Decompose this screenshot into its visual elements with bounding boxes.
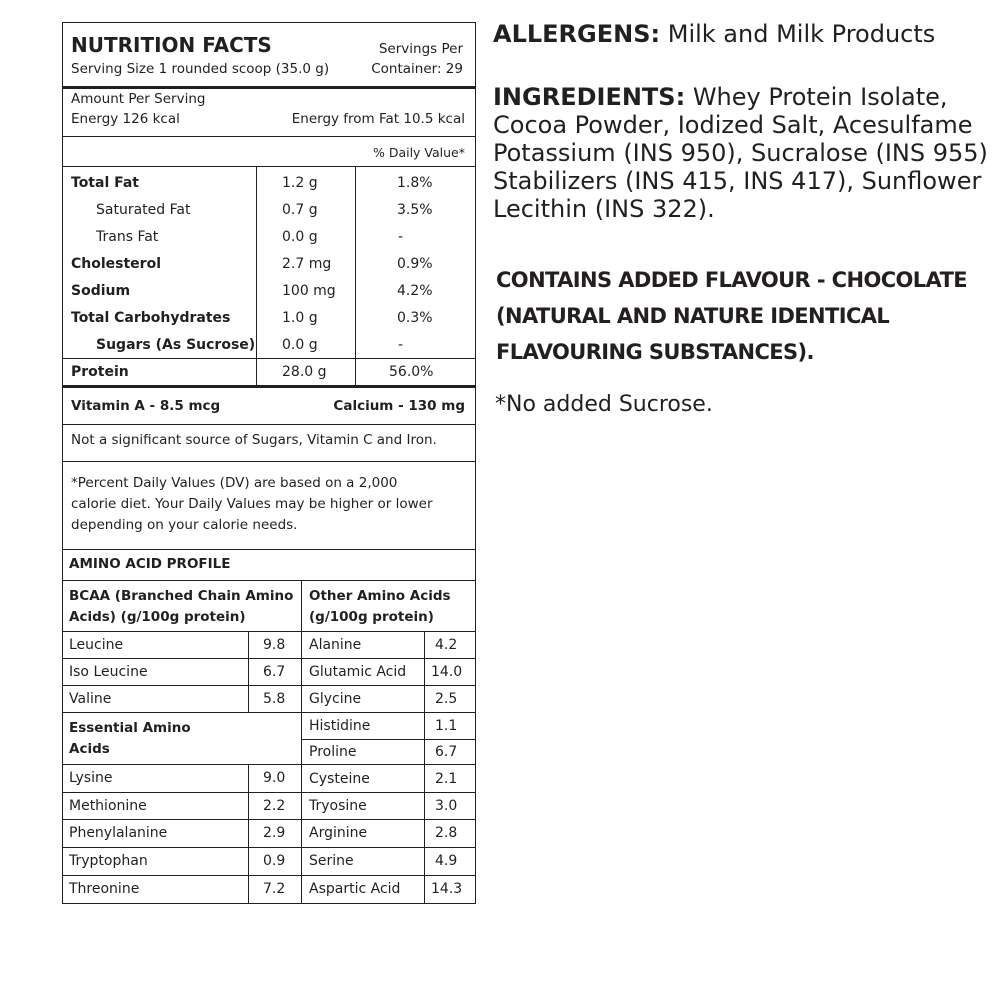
nutrient-amount: 0.0 g bbox=[282, 337, 318, 353]
amount-per-serving: Amount Per Serving bbox=[71, 91, 206, 107]
nutrient-amount: 1.2 g bbox=[282, 175, 318, 191]
divider bbox=[424, 631, 425, 903]
amino-value: 7.2 bbox=[263, 881, 286, 897]
energy-from-fat: Energy from Fat 10.5 kcal bbox=[291, 111, 465, 127]
divider bbox=[63, 424, 475, 425]
amino-name: Phenylalanine bbox=[69, 825, 168, 841]
bcaa-header: Acids) (g/100g protein) bbox=[69, 609, 246, 625]
nutrient-amount: 0.0 g bbox=[282, 229, 318, 245]
divider bbox=[256, 166, 257, 385]
ingredients-line: Whey Protein Isolate, bbox=[685, 83, 948, 111]
nutrient-dv: 1.8% bbox=[397, 175, 433, 191]
amino-value: 3.0 bbox=[435, 798, 458, 814]
energy: Energy 126 kcal bbox=[71, 111, 180, 127]
amino-name: Iso Leucine bbox=[69, 664, 148, 680]
divider bbox=[63, 875, 475, 876]
amino-name: Histidine bbox=[309, 718, 371, 734]
allergens-label: ALLERGENS: bbox=[493, 20, 661, 48]
not-significant-note: Not a significant source of Sugars, Vitamin C and Iron. bbox=[71, 432, 437, 448]
ingredients-statement bbox=[493, 83, 993, 223]
flavour-statement bbox=[496, 262, 996, 370]
amino-name: Valine bbox=[69, 691, 112, 707]
amino-value: 1.1 bbox=[435, 718, 458, 734]
amino-name: Arginine bbox=[309, 825, 368, 841]
footnote-line: depending on your calorie needs. bbox=[71, 517, 298, 533]
amino-value: 2.9 bbox=[263, 825, 286, 841]
nutrient-name: Saturated Fat bbox=[96, 202, 191, 218]
amino-value: 14.3 bbox=[431, 881, 463, 897]
serving-size: Serving Size 1 rounded scoop (35.0 g) bbox=[71, 61, 330, 77]
divider bbox=[63, 166, 475, 167]
nutrient-amount: 1.0 g bbox=[282, 310, 318, 326]
divider bbox=[355, 166, 356, 385]
divider bbox=[63, 658, 475, 659]
amino-name: Aspartic Acid bbox=[309, 881, 401, 897]
divider bbox=[63, 358, 475, 359]
no-sucrose-note: *No added Sucrose. bbox=[495, 392, 713, 417]
divider bbox=[63, 385, 475, 388]
footnote-line: *Percent Daily Values (DV) are based on a 2,000 bbox=[71, 475, 398, 491]
amino-value: 6.7 bbox=[263, 664, 286, 680]
amino-value: 9.0 bbox=[263, 770, 286, 786]
amino-name: Alanine bbox=[309, 637, 362, 653]
nutrient-name: Sodium bbox=[71, 283, 131, 299]
essential-header: Acids bbox=[69, 741, 110, 757]
amino-title: AMINO ACID PROFILE bbox=[69, 556, 231, 572]
nutrient-dv: 3.5% bbox=[397, 202, 433, 218]
amino-value: 2.5 bbox=[435, 691, 458, 707]
amino-name: Glycine bbox=[309, 691, 362, 707]
amino-name: Glutamic Acid bbox=[309, 664, 407, 680]
divider bbox=[301, 580, 302, 903]
nutrient-amount: 28.0 g bbox=[282, 364, 327, 380]
flavour-line: CONTAINS ADDED FLAVOUR - CHOCOLATE bbox=[496, 268, 968, 292]
allergens-text: Milk and Milk Products bbox=[660, 20, 936, 48]
nutrient-name: Total Fat bbox=[71, 175, 140, 191]
ingredients-line: Cocoa Powder, Iodized Salt, Acesulfame bbox=[493, 111, 973, 139]
divider bbox=[63, 792, 475, 793]
nutrient-dv: 0.3% bbox=[397, 310, 433, 326]
amino-value: 14.0 bbox=[431, 664, 463, 680]
calcium: Calcium - 130 mg bbox=[333, 398, 465, 414]
amino-name: Cysteine bbox=[309, 771, 370, 787]
divider bbox=[63, 86, 475, 89]
amino-name: Tryosine bbox=[309, 798, 367, 814]
nutrient-name: Total Carbohydrates bbox=[71, 310, 231, 326]
allergens-statement bbox=[493, 20, 993, 48]
divider bbox=[63, 631, 475, 632]
nutrition-facts-label bbox=[62, 22, 476, 904]
daily-value-header: % Daily Value* bbox=[372, 145, 465, 160]
amino-value: 4.9 bbox=[435, 853, 458, 869]
servings-per-label: Servings Per bbox=[378, 41, 463, 57]
divider bbox=[63, 712, 475, 713]
other-header: (g/100g protein) bbox=[309, 609, 434, 625]
bcaa-header: BCAA (Branched Chain Amino bbox=[69, 588, 294, 604]
divider bbox=[63, 461, 475, 462]
essential-header: Essential Amino bbox=[69, 720, 191, 736]
amino-name: Threonine bbox=[69, 881, 140, 897]
nutrient-name: Trans Fat bbox=[96, 229, 159, 245]
vitamin-a: Vitamin A - 8.5 mcg bbox=[71, 398, 221, 414]
nutrient-amount: 100 mg bbox=[282, 283, 336, 299]
nutrient-dv: 0.9% bbox=[397, 256, 433, 272]
amino-name: Methionine bbox=[69, 798, 147, 814]
amino-value: 4.2 bbox=[435, 637, 458, 653]
divider bbox=[63, 819, 475, 820]
divider bbox=[63, 685, 475, 686]
flavour-line: (NATURAL AND NATURE IDENTICAL bbox=[496, 304, 890, 328]
amino-name: Tryptophan bbox=[69, 853, 148, 869]
amino-name: Proline bbox=[309, 744, 357, 760]
nutrient-amount: 0.7 g bbox=[282, 202, 318, 218]
divider bbox=[63, 136, 475, 137]
amino-value: 2.2 bbox=[263, 798, 286, 814]
ingredients-line: Potassium (INS 950), Sucralose (INS 955) bbox=[493, 139, 988, 167]
ingredients-label: INGREDIENTS: bbox=[493, 83, 686, 111]
divider bbox=[63, 549, 475, 550]
divider bbox=[301, 739, 475, 740]
ingredients-line: Stabilizers (INS 415, INS 417), Sunflower bbox=[493, 167, 982, 195]
nutrient-amount: 2.7 mg bbox=[282, 256, 332, 272]
nutrient-name: Cholesterol bbox=[71, 256, 161, 272]
nutrient-dv: 4.2% bbox=[397, 283, 433, 299]
nutrient-name: Protein bbox=[71, 364, 129, 380]
amino-value: 6.7 bbox=[435, 744, 458, 760]
divider bbox=[63, 580, 475, 581]
servings-per-value: Container: 29 bbox=[371, 61, 463, 77]
amino-value: 0.9 bbox=[263, 853, 286, 869]
nutrient-dv: - bbox=[398, 337, 404, 353]
ingredients-line: Lecithin (INS 322). bbox=[493, 195, 715, 223]
amino-name: Serine bbox=[309, 853, 354, 869]
amino-value: 2.8 bbox=[435, 825, 458, 841]
amino-value: 9.8 bbox=[263, 637, 286, 653]
nutrition-title: NUTRITION FACTS bbox=[71, 33, 272, 57]
flavour-line: FLAVOURING SUBSTANCES). bbox=[496, 340, 814, 364]
divider bbox=[248, 764, 249, 903]
nutrient-dv: 56.0% bbox=[389, 364, 434, 380]
divider bbox=[63, 764, 475, 765]
amino-value: 2.1 bbox=[435, 771, 458, 787]
amino-name: Lysine bbox=[69, 770, 113, 786]
amino-name: Leucine bbox=[69, 637, 124, 653]
divider bbox=[248, 631, 249, 712]
footnote-line: calorie diet. Your Daily Values may be higher or lower bbox=[71, 496, 433, 512]
amino-value: 5.8 bbox=[263, 691, 286, 707]
nutrient-name: Sugars (As Sucrose) bbox=[96, 337, 256, 353]
other-header: Other Amino Acids bbox=[309, 588, 451, 604]
divider bbox=[63, 847, 475, 848]
nutrient-dv: - bbox=[398, 229, 404, 245]
